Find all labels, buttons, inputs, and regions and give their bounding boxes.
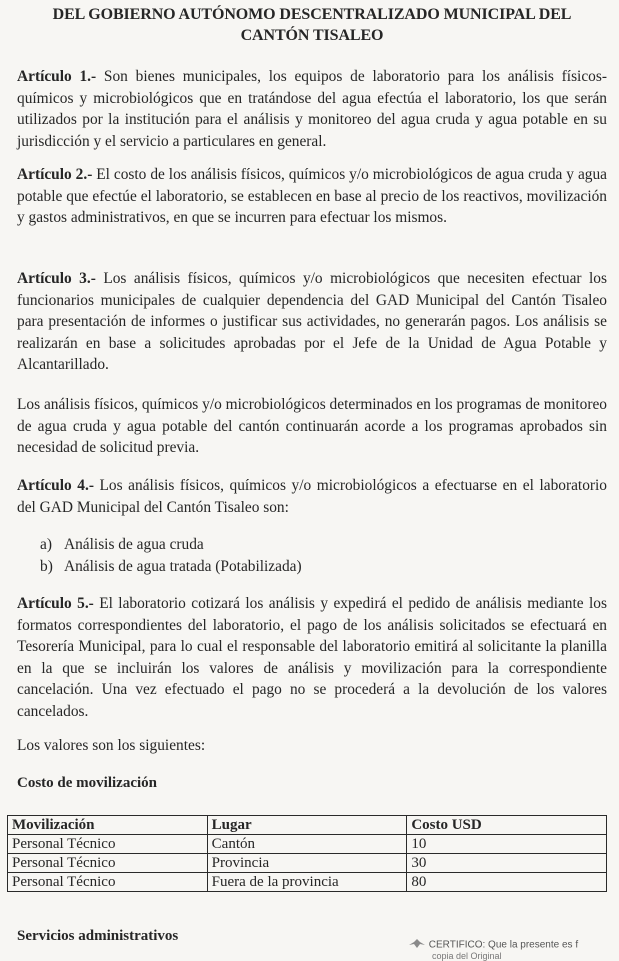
- table-cell: Cantón: [207, 835, 407, 854]
- table-cell: Personal Técnico: [8, 854, 208, 873]
- article-3: [17, 268, 607, 376]
- list-text: Análisis de agua cruda: [64, 536, 204, 553]
- list-marker: b): [40, 557, 53, 575]
- table-row: [8, 873, 607, 892]
- column-header: Movilización: [8, 816, 208, 835]
- article-label: Artículo 5.-: [17, 595, 94, 612]
- article-4: [17, 475, 607, 518]
- paragraph-text: Los análisis físicos, químicos y/o microbiológicos determinados en los programas de monitoreo de agua cruda y agua potable del cantón continuarán acorde a los programas aprobados sin necesidad de solicitud previa.: [17, 396, 607, 457]
- article-text: Los análisis físicos, químicos y/o microbiológicos a efectuarse en el laboratorio del GAD Municipal del Cantón Tisaleo son:: [17, 477, 607, 516]
- column-header: Lugar: [207, 816, 407, 835]
- admin-services-heading: Servicios administrativos: [17, 928, 179, 944]
- eagle-seal-icon: [408, 938, 426, 952]
- article-text: El costo de los análisis físicos, químicos y/o microbiológicos de agua cruda y agua potable que efectúe el laboratorio, se establecen en base al precio de los reactivos, movilización y gastos administrativos, en que se incurren para efectuar los mismos.: [17, 166, 607, 227]
- title-line-1: DEL GOBIERNO AUTÓNOMO DESCENTRALIZADO MUNICIPAL DEL: [52, 6, 572, 23]
- document-title: [14, 4, 610, 46]
- article-label: Artículo 3.-: [17, 270, 96, 287]
- list-text: Análisis de agua tratada (Potabilizada): [64, 557, 302, 575]
- list-item: [40, 534, 302, 556]
- stamp-text-line-2: copia del Original: [432, 951, 502, 961]
- article-1: [17, 66, 607, 152]
- title-line-2: CANTÓN TISALEO: [240, 27, 384, 44]
- article-label: Artículo 2.-: [17, 166, 93, 183]
- list-item: [40, 556, 302, 578]
- mobility-cost-table: [7, 815, 607, 892]
- article-label: Artículo 1.-: [17, 68, 97, 85]
- table-cell: Personal Técnico: [8, 873, 208, 892]
- table-row: [8, 835, 607, 854]
- certification-stamp: [408, 938, 578, 952]
- table-cell: 10: [407, 835, 607, 854]
- article-text: Son bienes municipales, los equipos de laboratorio para los análisis físicos-químicos y microbiológicos que en tratándose del agua efectúa el laboratorio, los que serán utilizados por la institución para el análisis y monitoreo del agua cruda y agua potable en su jurisdicción y el servicio a particulares en general.: [17, 68, 607, 150]
- article-text: Los análisis físicos, químicos y/o microbiológicos que necesiten efectuar los funcionarios municipales de cualquier dependencia del GAD Municipal del Cantón Tisaleo para presentación de informes o justificar sus actividades, no generarán pagos. Los análisis se realizarán en base a solicitudes aprobadas por el Jefe de la Unidad de Agua Potable y Alcantarillado.: [17, 270, 607, 374]
- table-cell: 30: [407, 854, 607, 873]
- list-marker: a): [40, 536, 52, 553]
- stamp-text: CERTIFICO: Que la presente es f: [428, 939, 579, 951]
- article-2: [17, 164, 607, 229]
- column-header: Costo USD: [407, 816, 607, 835]
- table-cell: Provincia: [207, 854, 407, 873]
- article-label: Artículo 4.-: [17, 477, 94, 494]
- table-cell: Fuera de la provincia: [207, 873, 407, 892]
- article-text: El laboratorio cotizará los análisis y expedirá el pedido de análisis mediante los formatos correspondientes del laboratorio, el pago de los análisis solicitados se efectuará en Tesorería Municipal, para lo cual el responsable del laboratorio emitirá al solicitante la planilla en la que se incluirán los valores de análisis y movilización para la correspondiente cancelación. Una vez efectuado el pago no se procederá a la devolución de los valores cancelados.: [17, 595, 607, 720]
- article-3-continuation: [17, 394, 607, 459]
- table-header-row: [8, 816, 607, 835]
- article-5: [17, 593, 607, 723]
- table-cell: Personal Técnico: [8, 835, 208, 854]
- values-intro: Los valores son los siguientes:: [17, 737, 206, 754]
- table-cell: 80: [407, 873, 607, 892]
- analysis-list: [40, 534, 302, 577]
- table-row: [8, 854, 607, 873]
- mobility-heading: Costo de movilización: [17, 775, 157, 791]
